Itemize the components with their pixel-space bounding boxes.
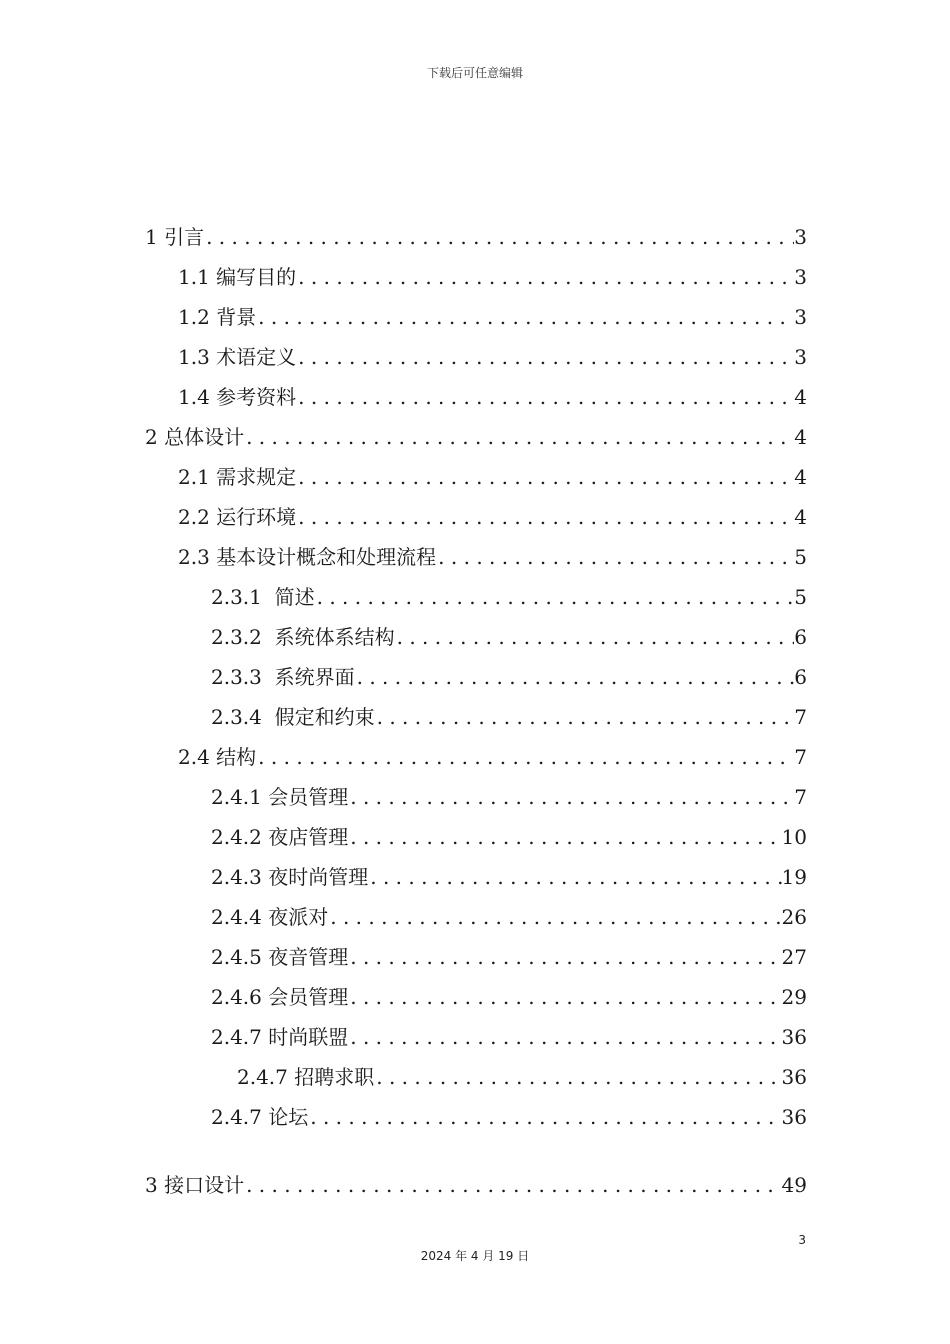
toc-entry-page: 27 xyxy=(781,945,807,969)
toc-leader xyxy=(436,542,794,572)
toc-entry-page: 36 xyxy=(781,1105,807,1129)
toc-entry[interactable] xyxy=(145,1022,807,1052)
toc-entry-label: 1.4 参考资料 xyxy=(178,385,297,409)
toc-leader xyxy=(348,1022,781,1052)
toc-entry[interactable] xyxy=(145,1102,807,1132)
toc-entry-page: 3 xyxy=(794,265,807,289)
toc-entry-label: 2.2 运行环境 xyxy=(178,505,297,529)
toc-entry[interactable] xyxy=(145,702,807,732)
toc-leader xyxy=(296,382,794,412)
toc-entry-label: 1.2 背景 xyxy=(178,305,257,329)
toc-entry-page: 3 xyxy=(794,225,807,249)
toc-leader xyxy=(256,742,794,772)
toc-entry-label: 2.4.6 会员管理 xyxy=(211,985,349,1009)
toc-entry[interactable] xyxy=(145,302,807,332)
toc-entry-label: 2.4.7 招聘求职 xyxy=(237,1065,375,1089)
toc-entry-label: 2.4 结构 xyxy=(178,745,257,769)
toc-entry[interactable] xyxy=(145,942,807,972)
toc-entry[interactable] xyxy=(145,542,807,572)
toc-entry-page: 4 xyxy=(794,505,807,529)
toc-entry[interactable] xyxy=(145,982,807,1012)
toc-entry[interactable] xyxy=(145,1062,807,1092)
toc-entry-page: 19 xyxy=(781,865,807,889)
toc-leader xyxy=(296,502,794,532)
toc-entry-page: 36 xyxy=(781,1065,807,1089)
toc-entry-page: 36 xyxy=(781,1025,807,1049)
toc-entry[interactable] xyxy=(145,622,807,652)
toc-leader xyxy=(375,702,795,732)
page-number: 3 xyxy=(798,1233,806,1247)
toc-entry[interactable] xyxy=(145,382,807,412)
toc-entry-label: 1.1 编写目的 xyxy=(178,265,297,289)
toc-entry-page: 49 xyxy=(781,1173,807,1197)
toc-leader xyxy=(348,782,794,812)
toc-entry-page: 7 xyxy=(794,745,807,769)
toc-leader xyxy=(256,302,794,332)
toc-entry-label: 2.4.2 夜店管理 xyxy=(211,825,349,849)
toc-entry-page: 26 xyxy=(781,905,807,929)
toc-entry-label: 2.3.4 假定和约束 xyxy=(211,705,375,729)
toc-entry[interactable] xyxy=(145,1170,807,1200)
toc-entry[interactable] xyxy=(145,262,807,292)
toc-entry[interactable] xyxy=(145,782,807,812)
toc-entry-page: 3 xyxy=(794,345,807,369)
toc-entry[interactable] xyxy=(145,502,807,532)
toc-entry-page: 6 xyxy=(794,665,807,689)
page-header: 下载后可任意编辑 xyxy=(426,66,523,80)
toc-leader xyxy=(296,462,794,492)
toc-leader xyxy=(328,902,781,932)
toc-entry-label: 2.3 基本设计概念和处理流程 xyxy=(178,545,437,569)
toc-entry-label: 1.3 术语定义 xyxy=(178,345,297,369)
toc-entry-page: 29 xyxy=(781,985,807,1009)
toc-leader xyxy=(244,422,794,452)
toc-entry[interactable] xyxy=(145,742,807,772)
toc-entry-page: 10 xyxy=(781,825,807,849)
toc-entry-label: 2.4.4 夜派对 xyxy=(211,905,329,929)
toc-leader xyxy=(374,1062,781,1092)
toc-leader xyxy=(348,822,781,852)
toc-entry-page: 4 xyxy=(794,425,807,449)
page-footer-date: 2024 年 4 月 19 日 xyxy=(420,1249,530,1263)
toc-entry-label: 2 总体设计 xyxy=(145,425,245,449)
toc-entry-page: 6 xyxy=(794,625,807,649)
toc-entry-label: 1 引言 xyxy=(145,225,205,249)
toc-entry-label: 2.3.1 简述 xyxy=(211,585,315,609)
toc-entry-label: 2.3.2 系统体系结构 xyxy=(211,625,395,649)
toc-leader xyxy=(355,662,795,692)
toc-leader xyxy=(244,1170,781,1200)
toc-entry[interactable] xyxy=(145,902,807,932)
toc-leader xyxy=(296,262,794,292)
toc-leader xyxy=(308,1102,781,1132)
toc-entry-page: 5 xyxy=(794,585,807,609)
toc-entry[interactable] xyxy=(145,862,807,892)
toc-entry[interactable] xyxy=(145,222,807,252)
toc-entry-page: 7 xyxy=(794,785,807,809)
toc-entry-page: 4 xyxy=(794,465,807,489)
toc-entry-label: 2.1 需求规定 xyxy=(178,465,297,489)
toc-entry[interactable] xyxy=(145,662,807,692)
toc-entry-label: 2.4.1 会员管理 xyxy=(211,785,349,809)
toc-entry-label: 2.4.7 时尚联盟 xyxy=(211,1025,349,1049)
toc-entry[interactable] xyxy=(145,582,807,612)
toc-entry-label: 2.4.3 夜时尚管理 xyxy=(211,865,369,889)
toc-entry-label: 2.4.5 夜音管理 xyxy=(211,945,349,969)
toc-leader xyxy=(315,582,795,612)
toc-entry-page: 3 xyxy=(794,305,807,329)
toc-leader xyxy=(368,862,781,892)
toc-leader xyxy=(296,342,794,372)
toc-entry-label: 2.3.3 系统界面 xyxy=(211,665,355,689)
toc-leader xyxy=(395,622,795,652)
toc-leader xyxy=(348,942,781,972)
toc-leader xyxy=(348,982,781,1012)
toc-entry-label: 2.4.7 论坛 xyxy=(211,1105,309,1129)
toc-entry[interactable] xyxy=(145,462,807,492)
toc-leader xyxy=(204,222,794,252)
toc-entry[interactable] xyxy=(145,342,807,372)
toc-entry[interactable] xyxy=(145,422,807,452)
toc-entry-page: 7 xyxy=(794,705,807,729)
toc-entry-label: 3 接口设计 xyxy=(145,1173,245,1197)
toc-entry-page: 4 xyxy=(794,385,807,409)
toc-entry[interactable] xyxy=(145,822,807,852)
toc-entry-page: 5 xyxy=(794,545,807,569)
